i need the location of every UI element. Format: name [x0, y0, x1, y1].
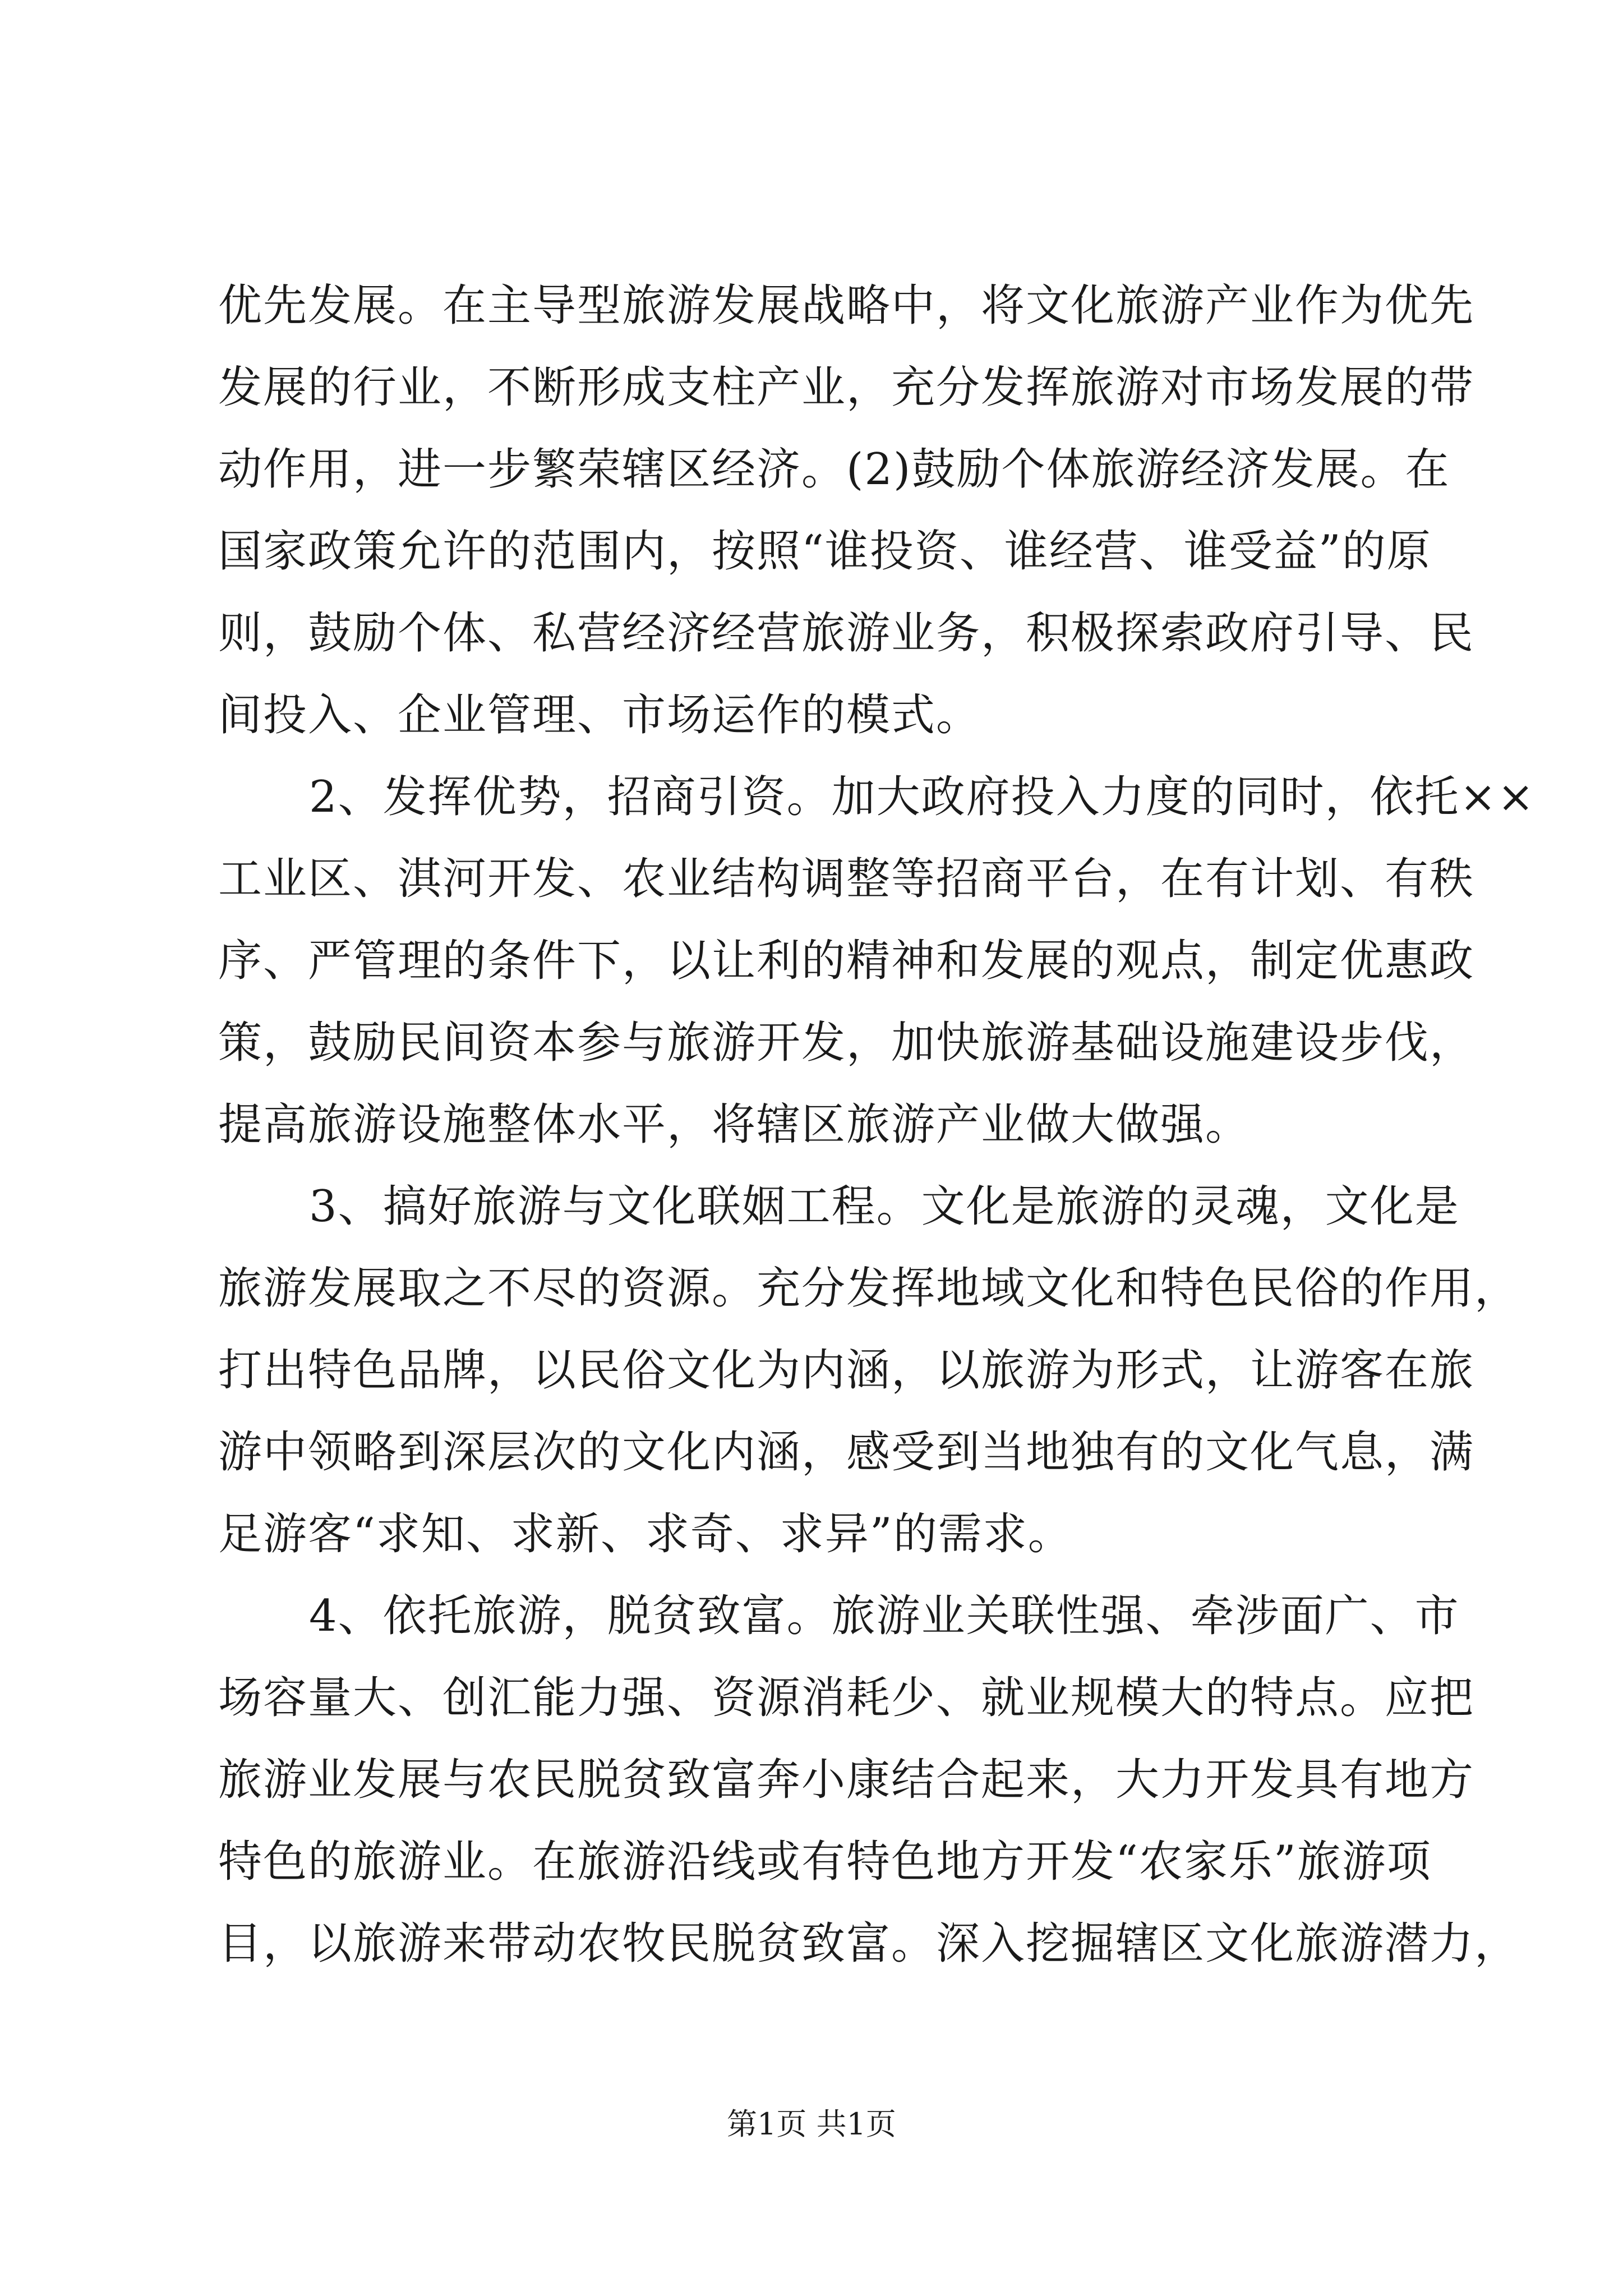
text-line: 场容量大、创汇能力强、资源消耗少、就业规模大的特点。应把: [218, 1673, 1475, 1723]
text-line: 打出特色品牌，以民俗文化为内涵，以旅游为形式，让游客在旅: [218, 1345, 1475, 1396]
text-line: 国家政策允许的范围内，按照“谁投资、谁经营、谁受益”的原: [218, 526, 1432, 577]
text-line: 策，鼓励民间资本参与旅游开发，加快旅游基础设施建设步伐，: [218, 1018, 1475, 1068]
text-line: 4、依托旅游，脱贫致富。旅游业关联性强、牵涉面广、市: [309, 1591, 1460, 1641]
body-text: [218, 265, 1536, 1985]
text-line: 发展的行业，不断形成支柱产业，充分发挥旅游对市场发展的带: [218, 362, 1475, 413]
text-line: 则，鼓励个体、私营经济经营旅游业务，积极探索政府引导、民: [218, 608, 1475, 659]
text-line: 足游客“求知、求新、求奇、求异”的需求。: [218, 1509, 1073, 1559]
text-line: 提高旅游设施整体水平，将辖区旅游产业做大做强。: [218, 1099, 1251, 1150]
text-line: 目，以旅游来带动农牧民脱贫致富。深入挖掘辖区文化旅游潜力，: [218, 1918, 1520, 1969]
text-line: 游中领略到深层次的文化内涵，感受到当地独有的文化气息，满: [218, 1427, 1475, 1478]
text-line: 3、搞好旅游与文化联姻工程。文化是旅游的灵魂，文化是: [309, 1181, 1460, 1232]
text-line: 动作用，进一步繁荣辖区经济。(2)鼓励个体旅游经济发展。在: [218, 444, 1450, 495]
text-line: 优先发展。在主导型旅游发展战略中，将文化旅游产业作为优先: [218, 280, 1475, 331]
text-line: 旅游发展取之不尽的资源。充分发挥地域文化和特色民俗的作用，: [218, 1263, 1520, 1314]
text-line: 间投入、企业管理、市场运作的模式。: [218, 690, 981, 740]
text-line: 序、严管理的条件下，以让利的精神和发展的观点，制定优惠政: [218, 936, 1475, 986]
page-footer: 第1页 共1页: [727, 2106, 896, 2142]
text-line: 工业区、淇河开发、农业结构调整等招商平台，在有计划、有秩: [218, 854, 1475, 904]
text-line: 2、发挥优势，招商引资。加大政府投入力度的同时，依托××: [309, 772, 1536, 822]
text-line: 旅游业发展与农民脱贫致富奔小康结合起来，大力开发具有地方: [218, 1755, 1475, 1805]
text-line: 特色的旅游业。在旅游沿线或有特色地方开发“农家乐”旅游项: [218, 1837, 1432, 1887]
